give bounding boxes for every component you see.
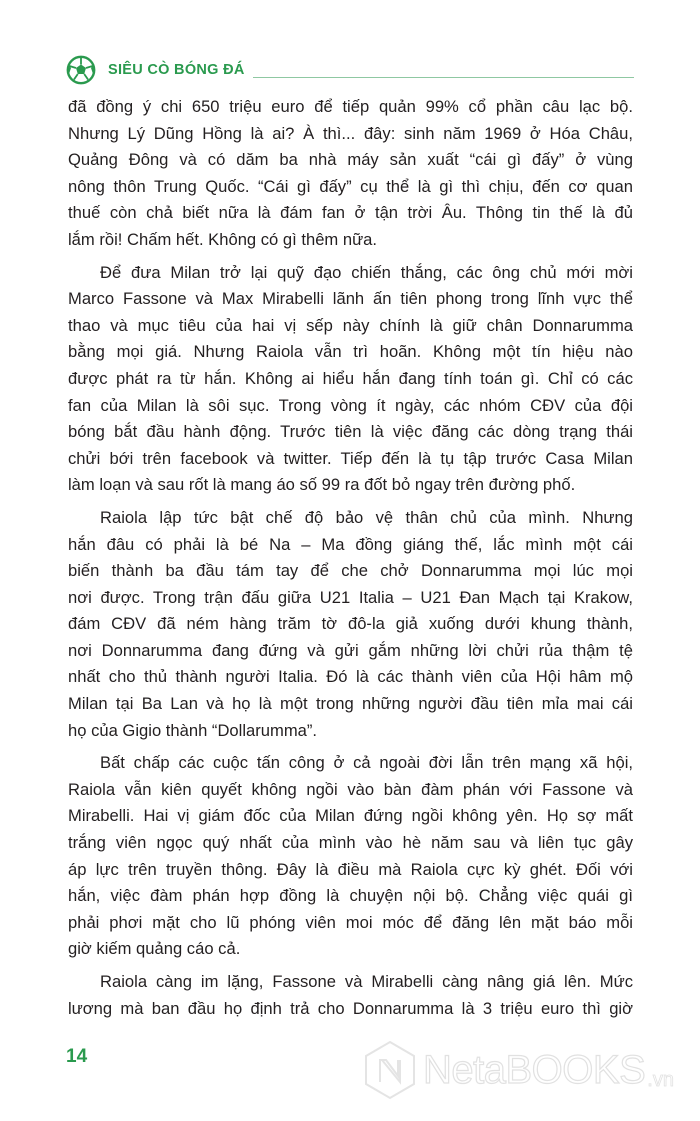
text-line: nơi được. Trong trận đấu giữa U21 Italia – U21 Đan Mạch tại Krakow, [68, 587, 633, 607]
text-line: lương mà ban đầu họ định trả cho Donnarumma là 3 triệu euro thì giờ [68, 998, 633, 1018]
text-line: fan của Milan là sôi sục. Trong vòng ít ngày, các nhóm CĐV của đội [68, 395, 633, 415]
text-line: trắng viên ngọc quý nhất của mình vào hè năm sau và liên tục gây [68, 833, 633, 853]
text-line: nhất cho thủ thành người Italia. Đó là các thành viên của Hội hâm mộ [68, 667, 633, 687]
text-line: nông thôn Trung Quốc. “Cái gì đấy” cụ thể là gì thì chịu, đến cơ quan [68, 176, 633, 196]
series-title: SIÊU CÒ BÓNG ĐÁ [108, 62, 245, 78]
text-line: Raiola vẫn kiên quyết không ngồi vào bàn đàm phán với Fassone và [68, 779, 633, 799]
paragraph [68, 94, 633, 254]
text-line: phải phơi mặt cho lũ phóng viên moi móc để đăng lên mặt báo mỗi [68, 912, 633, 932]
text-line: Raiola càng im lặng, Fassone và Mirabelli càng nâng giá lên. Mức [100, 972, 633, 991]
text-line: chửi bới trên facebook và twitter. Tiếp đến là tụ tập trước Casa Milan [68, 448, 633, 468]
paragraph [68, 969, 633, 1022]
text-line: biến thành ba đầu tám tay để che chở Donnarumma mọi lúc mọi [68, 561, 633, 581]
text-line: Nhưng Lý Dũng Hồng là ai? À thì... đây: sinh năm 1969 ở Hóa Châu, [68, 123, 633, 143]
paragraph [68, 750, 633, 963]
text-line: giờ kiếm quảng cáo cả. [68, 939, 241, 959]
text-line: bằng mọi giá. Nhưng Raiola vẫn trì hoãn. Không một tín hiệu nào [68, 342, 633, 362]
watermark-brand: NetaBOOKS [423, 1047, 646, 1092]
text-line: Để đưa Milan trở lại quỹ đạo chiến thắng, các ông chủ mới mời [100, 262, 633, 282]
text-line: đám CĐV đã ném hàng trăm tờ đô-la giả xuống dưới khung thành, [68, 614, 633, 634]
paragraph [68, 260, 633, 499]
text-line: thuế còn chả biết nữa là đám fan ở tận trời Âu. Thông tin thế là đủ [68, 203, 633, 223]
paragraph [68, 505, 633, 744]
running-header [66, 54, 634, 86]
page-number: 14 [66, 1046, 88, 1067]
text-line: nơi Donnarumma đang đứng và gửi gắm những lời chửi rủa thậm tệ [68, 640, 633, 660]
soccer-ball-icon [66, 55, 96, 85]
text-line: hắn, việc đàm phán hợp đồng là chuyện nội bộ. Chẳng việc quái gì [68, 886, 633, 906]
body-text [68, 94, 633, 1022]
watermark [363, 1040, 674, 1100]
text-line: thao và mục tiêu của hai vị sếp này chính là giữ chân Donnarumma [68, 315, 633, 335]
text-line: Quảng Đông và có dăm ba nhà máy sản xuất “cái gì đấy” ở vùng [68, 150, 633, 170]
header-rule [253, 77, 634, 78]
text-line: áp lực trên truyền thông. Đây là điều mà Raiola cực kỳ ghét. Đối với [68, 859, 633, 879]
text-line: Milan tại Ba Lan và họ là một trong những người đầu tiên mỉa mai cái [68, 694, 633, 714]
text-line: Mirabelli. Hai vị giám đốc của Milan đứng ngồi không yên. Họ sợ mất [68, 806, 633, 826]
text-line: bóng bắt đầu hành động. Trước tiên là việc đăng các dòng trạng thái [68, 422, 633, 442]
netabooks-logo-icon [363, 1040, 417, 1100]
text-line: làm loạn và sau rốt là mang áo số 99 ra đốt bỏ ngay trên đường phố. [68, 475, 576, 495]
text-line: hắn đâu có phải là bé Na – Ma đồng giáng thế, lắc mình một cái [68, 534, 633, 554]
text-line: đã đồng ý chi 650 triệu euro để tiếp quản 99% cổ phần câu lạc bộ. [68, 97, 633, 116]
text-line: Marco Fassone và Max Mirabelli lãnh ấn tiên phong trong lĩnh vực thể [68, 289, 633, 309]
text-line: Raiola lập tức bật chế độ bảo vệ thân chủ của mình. Nhưng [100, 507, 633, 527]
watermark-tld: .vn [647, 1069, 674, 1091]
text-line: họ của Gigio thành “Dollarumma”. [68, 720, 318, 740]
text-line: Bất chấp các cuộc tấn công ở cả ngoài đời lẫn trên mạng xã hội, [100, 753, 633, 773]
text-line: được phát ra từ hắn. Không ai hiểu hắn đang tính toán gì. Chỉ có các [68, 368, 633, 388]
text-line: lắm rồi! Chấm hết. Không có gì thêm nữa. [68, 229, 378, 249]
